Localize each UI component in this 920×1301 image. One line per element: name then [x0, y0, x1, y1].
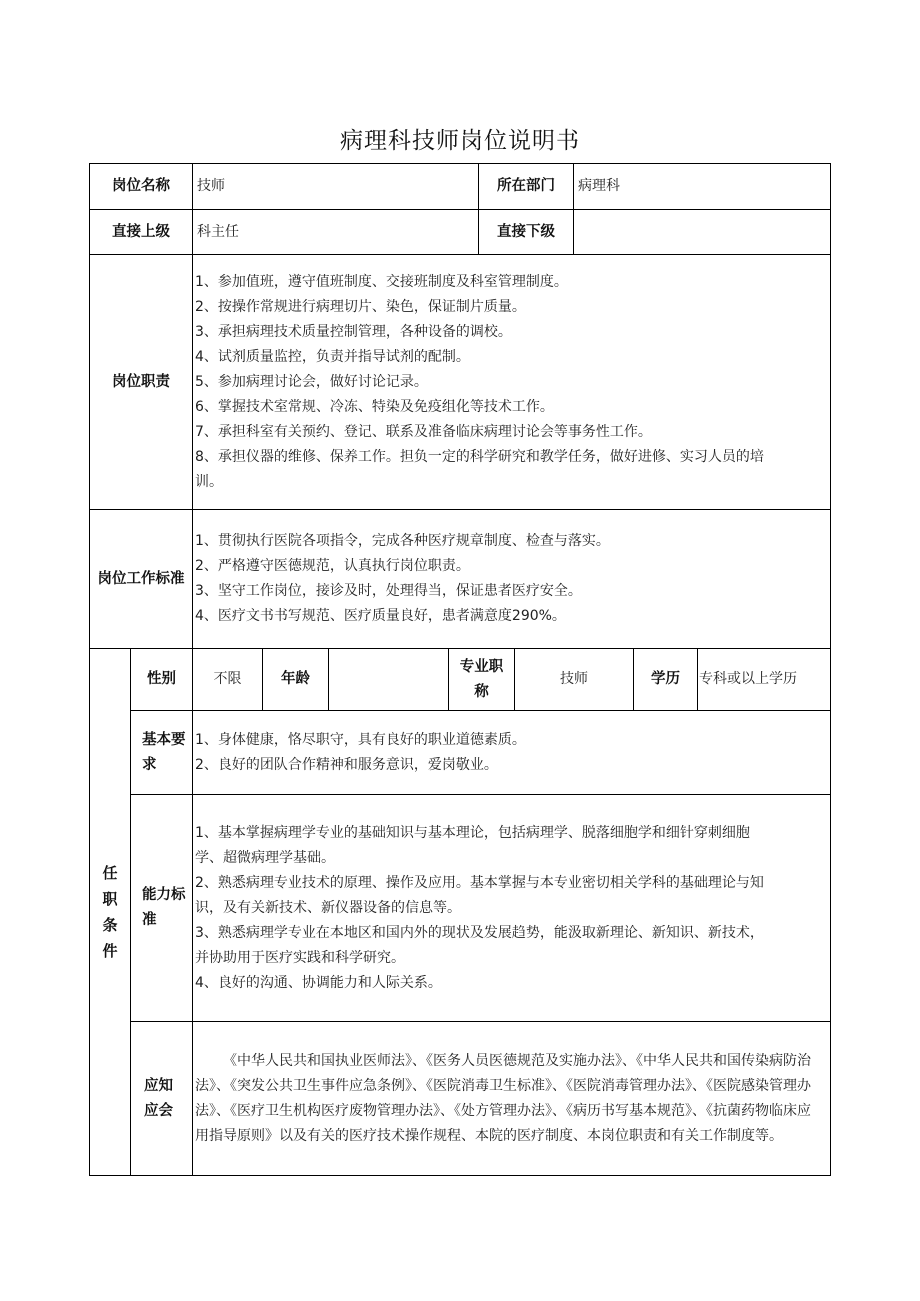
duty-item: 8、承担仪器的维修、保养工作。担负一定的科学研究和教学任务，做好进修、实习人员的培 — [195, 448, 764, 465]
age-label: 年龄 — [281, 671, 310, 687]
table-border-right — [830, 163, 831, 1176]
ability-item: 并协助用于医疗实践和科学研究。 — [195, 949, 405, 966]
duty-item: 1、参加值班，遵守值班制度、交接班制度及科室管理制度。 — [195, 273, 568, 290]
ability-item: 2、熟悉病理专业技术的原理、操作及应用。基本掌握与本专业密切相关学科的基础理论与知 — [195, 874, 764, 891]
ability-standards-list — [193, 795, 830, 1021]
qualifications-label-char: 职 — [102, 890, 118, 908]
duty-item: 5、参加病理讨论会，做好讨论记录。 — [195, 373, 428, 390]
post-name-value: 技师 — [197, 178, 225, 194]
post-name-label: 岗位名称 — [112, 178, 170, 194]
standards-list — [193, 510, 830, 648]
basic-requirement-item: 1、身体健康，恪尽职守，具有良好的职业道德素质。 — [195, 731, 526, 748]
ability-standards-label-line: 准 — [142, 912, 157, 928]
required-knowledge-label-line: 应会 — [144, 1102, 173, 1119]
required-knowledge-text: 《中华人民共和国执业医师法》、《医务人员医德规范及实施办法》、《中华人民共和国传染病防治法》、《突发公共卫生事件应急条例》、《医院消毒卫生标准》、《医院消毒管理办法》、《医院感染管理办法》、《医疗卫生机构医疗废物管理办法》、《处方管理办法》、《病历书写基本规范》、《抗菌药物临床应用指导原则》以及有关的医疗技术操作规程、本院的医疗制度、本岗位职责和有关工作制度等。 — [195, 1052, 811, 1144]
duty-item: 训。 — [195, 473, 223, 490]
basic-requirements-label-line: 基本要 — [142, 731, 186, 748]
duty-item: 4、试剂质量监控，负责并指导试剂的配制。 — [195, 348, 470, 365]
title-rank-value: 技师 — [560, 671, 588, 687]
ability-item: 3、熟悉病理学专业在本地区和国内外的现状及发展趋势，能汲取新理论、新知识、新技术， — [195, 924, 764, 941]
title-rank-label — [449, 649, 514, 710]
age-value — [329, 649, 448, 710]
duties-label: 岗位职责 — [112, 373, 170, 390]
ability-item: 4、良好的沟通、协调能力和人际关系。 — [195, 974, 442, 991]
superior-value: 科主任 — [197, 223, 239, 240]
ability-item: 识，及有关新技术、新仪器设备的信息等。 — [195, 899, 461, 916]
subordinate-label: 直接下级 — [497, 223, 555, 240]
basic-requirements-label — [131, 711, 192, 794]
required-knowledge-label-line: 应知 — [144, 1077, 173, 1094]
standard-item: 1、贯彻执行医院各项指令，完成各种医疗规章制度、检查与落实。 — [195, 533, 610, 549]
department-value: 病理科 — [578, 178, 620, 194]
qualifications-label-char: 任 — [102, 864, 118, 882]
education-label: 学历 — [651, 671, 680, 687]
duty-item: 6、掌握技术室常规、冷冻、特染及免疫组化等技术工作。 — [195, 398, 554, 415]
department-label: 所在部门 — [497, 178, 555, 194]
standard-item: 4、医疗文书书写规范、医疗质量良好，患者满意度290%。 — [195, 608, 566, 624]
ability-standards-label — [131, 795, 192, 1021]
qualifications-label-char: 件 — [102, 942, 118, 960]
ability-standards-label-line: 能力标 — [142, 887, 186, 903]
title-rank-label-line: 专业职 — [459, 658, 504, 675]
basic-requirements-list — [193, 711, 830, 794]
gender-value: 不限 — [213, 671, 242, 687]
standards-label: 岗位工作标准 — [97, 570, 185, 587]
standard-item: 3、坚守工作岗位，接诊及时，处理得当，保证患者医疗安全。 — [195, 583, 582, 599]
table-border-bottom — [89, 1175, 831, 1176]
subordinate-value — [574, 210, 830, 254]
ability-item: 学、超微病理学基础。 — [195, 849, 335, 866]
duty-item: 2、按操作常规进行病理切片、染色，保证制片质量。 — [195, 298, 526, 315]
superior-label: 直接上级 — [112, 223, 170, 240]
education-value: 专科或以上学历 — [699, 671, 797, 687]
duty-item: 3、承担病理技术质量控制管理，各种设备的调校。 — [195, 323, 512, 340]
document-title: 病理科技师岗位说明书 — [340, 128, 580, 154]
basic-requirement-item: 2、良好的团队合作精神和服务意识，爱岗敬业。 — [195, 756, 498, 773]
basic-requirements-label-line: 求 — [142, 756, 157, 773]
duty-item: 7、承担科室有关预约、登记、联系及准备临床病理讨论会等事务性工作。 — [195, 423, 652, 440]
required-knowledge-label — [131, 1022, 192, 1175]
standard-item: 2、严格遵守医德规范，认真执行岗位职责。 — [195, 558, 470, 574]
duties-list — [193, 255, 830, 509]
qualifications-label — [90, 649, 130, 1175]
qualifications-label-char: 条 — [102, 916, 118, 934]
gender-label: 性别 — [147, 671, 176, 687]
ability-item: 1、基本掌握病理学专业的基础知识与基本理论，包括病理学、脱落细胞学和细针穿刺细胞 — [195, 824, 750, 841]
title-rank-label-line: 称 — [474, 683, 489, 700]
